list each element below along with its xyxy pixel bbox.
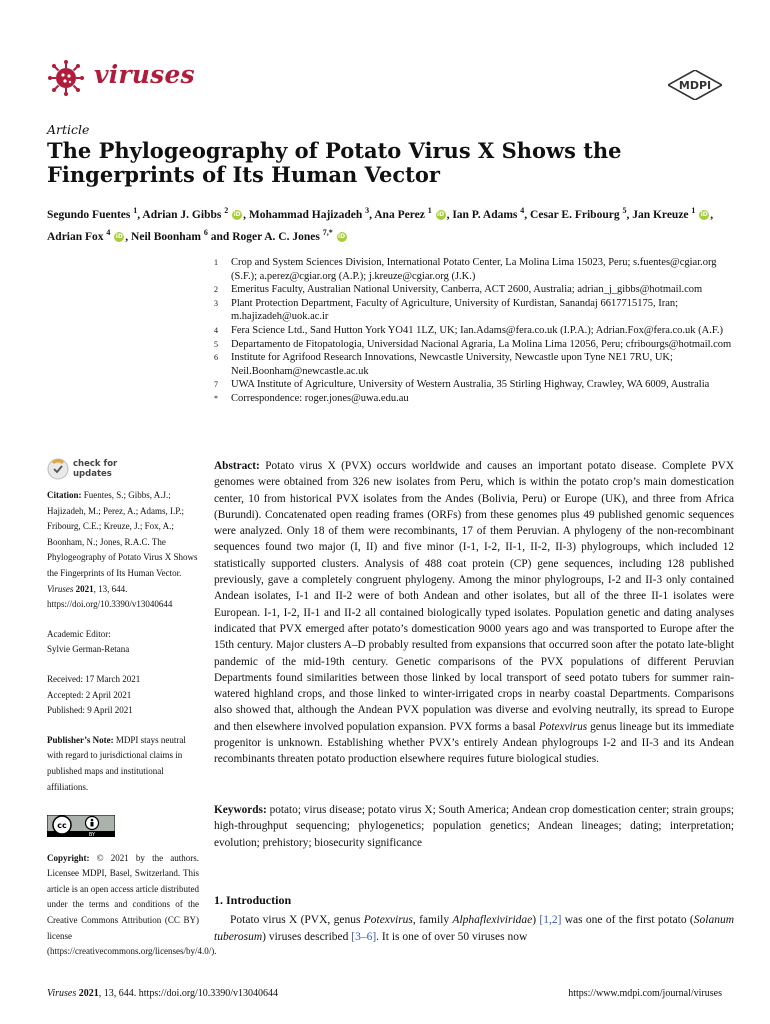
affiliation-number: 3 [214,298,218,308]
article-title: The Phylogeography of Potato Virus X Shows the Fingerprints of Its Human Vector [47,138,622,187]
footer-journal: Viruses [47,988,77,999]
author-affiliation-mark: 4 [520,206,525,215]
abstract-label: Abstract: [214,460,260,472]
author-affiliation-mark: 7,* [322,227,333,237]
editor-name: Sylvie German-Retana [47,644,130,655]
check-updates-icon [47,458,69,480]
citation-link[interactable]: [1,2] [539,914,562,926]
author-affiliation-mark: 2 [224,206,229,215]
editor-label: Academic Editor: [47,628,111,639]
author-name[interactable]: Mohammad Hajizadeh [248,208,363,221]
citation-journal: Viruses [47,583,74,594]
copyright-label: Copyright: [47,852,90,863]
footer-doi-link[interactable]: , 13, 644. https://doi.org/10.3390/v13040644 [98,988,279,999]
affiliations [214,256,734,406]
affiliation-text: Crop and System Sciences Division, International Potato Center, La Molina Lima 15023, Peru; s.fuentes@cgiar.org (S.F.); a.perez@cgiar.org (A.P.); j.kreuze@cgiar.org (J.K.) [231,257,717,282]
intro-text-part: Potato virus X (PVX, genus [230,914,361,926]
affiliation-number: 6 [214,353,218,363]
publisher-note-text: MDPI stays neutral with regard to jurisdictional claims in published maps and institutional affiliations. [47,734,186,792]
keywords-label: Keywords: [214,804,267,816]
affiliation-item [214,392,734,406]
copyright-text: © 2021 by the authors. Licensee MDPI, Basel, Switzerland. This article is an open access article distributed under the terms and conditions of the Creative Commons Attribution (CC BY) license (https://creativecommons.org/licenses/by/4.0/). [47,852,217,957]
abstract-text: Potato virus X (PVX) occurs worldwide and causes an important potato disease. Complete PVX genomes were obtained from 326 new isolates from Peru, which is within the potato crop’s main domestication center, 10 from historical PVX isolates from the Andes (Bolivia, Peru) or Europe (UK), and three from Africa (Burundi). Concatenated open reading frames (ORFs) from these genomes plus 49 published genomic sequences were analyzed. Only 18 of them were recombinants, 17 of them Peruvian. A phylogeny of the non-recombinant sequences found two major (I, II) and five minor (I-1, I-2, II-1, II-2, II-3) phylogroups, which included 12 statistically supported clusters. Analysis of 488 coat protein (CP) gene sequences, including 128 published previously, gave a completely congruent phylogeny. Among the minor phylogroups, I-2 and II-3 only contained Andean isolates, I-1 and II-2 were of both Andean and other isolates, but all of the three II-1 isolates were European. I-1, I-2, II-1 and II-2 all contained biologically typed isolates. Population genetic and dating analyses indicated that PVX emerged after potato’s domestication 9000 years ago and was transported to Europe after the 15th century. Major clusters A–D probably resulted from expansions that occurred soon after the potato late-blight pandemic of the mid-19th century. Genetic comparisons of the PVX populations of different Peruvian Departments found similarities between those linked by local transport of seed potato tubers for summer rain-watered highland crops, and those linked to winter-irrigated crops in nearby coastal Departments. Comparisons also showed that, although the Andean PVX population was diverse and evolving neutrally, its spread to Europe and then elsewhere involved population expansion. PVX forms a basal [214,460,734,733]
received-date: Received: 17 March 2021 [47,673,141,684]
author-affiliation-mark: 1 [691,206,696,215]
affiliation-text: UWA Institute of Agriculture, University of Western Australia, 35 Stirling Highway, Crawley, WA 6009, Australia [231,379,710,391]
accepted-date: Accepted: 2 April 2021 [47,689,132,700]
check-for-updates-button[interactable] [47,458,157,486]
author-name[interactable]: Adrian Fox [47,230,104,243]
citation-link[interactable]: [3–6] [351,931,377,943]
section-heading-introduction: 1. Introduction [214,893,292,907]
publisher-note [47,733,199,795]
author-list: Segundo Fuentes $^1$, Adrian J. Gibbs $^2$ iD , Mohammad Hajizadeh $^3$, Ana Perez $^1$ iD , Ian P. Adams $^4$, Cesar E. Fribourg $^5$, Jan Kreuze $^1$ iD , Adrian Fox $^4$ iD , Neil Boonham $^6$ and Roger A. C. Jones $^{7,*}$ iD [47,206,714,243]
author-affiliation-mark: 6 [203,227,208,237]
footer-journal-url[interactable]: https://www.mdpi.com/journal/viruses [568,988,722,999]
affiliation-item [214,256,734,283]
introduction-text [214,912,734,946]
affiliation-text: Emeritus Faculty, Australian National University, Canberra, ACT 2600, Australia; adrian_j_gibbs@hotmail.com [231,284,703,296]
abstract-italic-genus: Potexvirus [538,720,588,733]
author-name[interactable]: Segundo Fuentes [47,208,131,221]
orcid-icon[interactable]: iD [338,233,346,241]
publisher-note-label: Publisher’s Note: [47,734,114,745]
intro-italic: Solanum tuberosum [214,914,734,943]
cc-by-license-icon[interactable] [47,815,115,837]
citation-year: 2021 [75,583,94,594]
author-affiliation-mark: 1 [427,206,432,215]
affiliation-number: 2 [214,285,218,295]
affiliation-text: Fera Science Ltd., Sand Hutton York YO41 1LZ, UK; Ian.Adams@fera.co.uk (I.P.A.); Adrian.Fox@fera.co.uk (A.F.) [231,324,723,336]
affiliation-text: Departamento de Fitopatologia, Universidad Nacional Agraria, La Molina Lima 12056, Peru; cfribourgs@hotmail.com [231,338,732,350]
affiliation-item [214,297,734,324]
citation-doi[interactable]: , 13, 644. https://doi.org/10.3390/v13040644 [47,583,173,610]
abstract [214,458,734,768]
intro-italic: Potexvirus [363,914,413,926]
author-name[interactable]: Cesar E. Fribourg [530,208,620,221]
affiliation-number: 1 [214,258,218,267]
affiliation-text: Correspondence: roger.jones@uwa.edu.au [231,392,409,404]
author-affiliation-mark: 3 [365,206,370,215]
check-updates-line2: updates [73,469,112,479]
virus-logo-icon [48,60,84,96]
author-affiliation-mark: 1 [133,206,138,215]
sidebar [47,488,217,974]
author-name[interactable]: Roger A. C. Jones [232,230,320,243]
affiliation-number: 4 [214,325,218,335]
article-type: Article [47,122,90,137]
journal-name: viruses [94,60,195,89]
orcid-icon[interactable]: iD [115,233,123,241]
affiliation-item [214,338,734,352]
affiliation-item [214,351,734,378]
affiliation-item [214,283,734,297]
copyright-block [47,851,217,960]
intro-italic: Alphaflexiviridae [452,914,533,926]
mdpi-logo-icon [668,70,722,100]
author-affiliation-mark: 4 [106,227,111,237]
author-name[interactable]: Neil Boonham [131,230,202,243]
orcid-icon[interactable]: iD [233,211,241,219]
affiliation-number: * [214,393,218,403]
citation-block [47,488,199,613]
affiliation-item [214,324,734,338]
intro-text-part: was one of the first potato ( [564,914,694,926]
footer-citation [47,988,278,999]
affiliation-item [214,378,734,392]
citation-label: Citation: [47,490,82,500]
editor-block [47,627,199,658]
keywords [214,802,734,851]
abstract-text-end: genus lineage but its immediate progenitor is unknown. Establishing whether PVX’s entirely Andean phylogroups I-2 and II-3 and its Andean recombinants threaten potato production elsewhere requires future biological studies. [214,720,735,766]
author-affiliation-mark: 5 [622,206,627,215]
svg-text:cc: cc [57,821,67,831]
affiliation-number: 7 [214,380,218,390]
affiliation-text: Institute for Agrifood Research Innovations, Newcastle University, Newcastle upon Tyne NE1 7RU, UK; Neil.Boonham@newcastle.ac.uk [231,352,673,377]
intro-text-part: , family [412,914,450,926]
affiliation-text: Plant Protection Department, Faculty of Agriculture, University of Kurdistan, Sanandaj 6617715175, Iran; m.hajizadeh@uok.ac.ir [231,297,679,323]
publisher-name: MDPI [678,79,712,92]
dates-block [47,672,199,719]
citation-text: Fuentes, S.; Gibbs, A.J.; Hajizadeh, M.; Perez, A.; Adams, I.P.; Fribourg, C.E.; Kreuze, J.; Fox, A.; Boonham, N.; Jones, R.A.C. The Phylogeography of Potato Virus X Shows the Fingerprints of Its Human Vector. [47,490,198,578]
affiliation-number: 5 [214,339,218,349]
author-name[interactable]: Jan Kreuze [632,208,689,221]
author-name[interactable]: Ana Perez [374,208,425,221]
orcid-icon[interactable]: iD [437,211,445,219]
cc-by-label: BY [88,832,96,838]
published-date: Published: 9 April 2021 [47,705,133,716]
orcid-icon[interactable]: iD [700,211,708,219]
author-name[interactable]: Adrian J. Gibbs [142,208,222,221]
intro-text-part: ) [532,914,537,926]
intro-text-part: ) viruses described [262,931,349,943]
footer-year: 2021 [78,988,99,999]
author-name[interactable]: Ian P. Adams [452,208,518,221]
keywords-text: potato; virus disease; potato virus X; South America; Andean crop domestication center; strain groups; high-throughput sequencing; phylogenetics; population genetics; Andean lineages; dating; interpretation; evolution; prehistory; biosecurity significance [214,804,734,849]
check-updates-line1: check for [73,459,118,469]
intro-text-part: . It is one of over 50 viruses now [376,931,528,943]
